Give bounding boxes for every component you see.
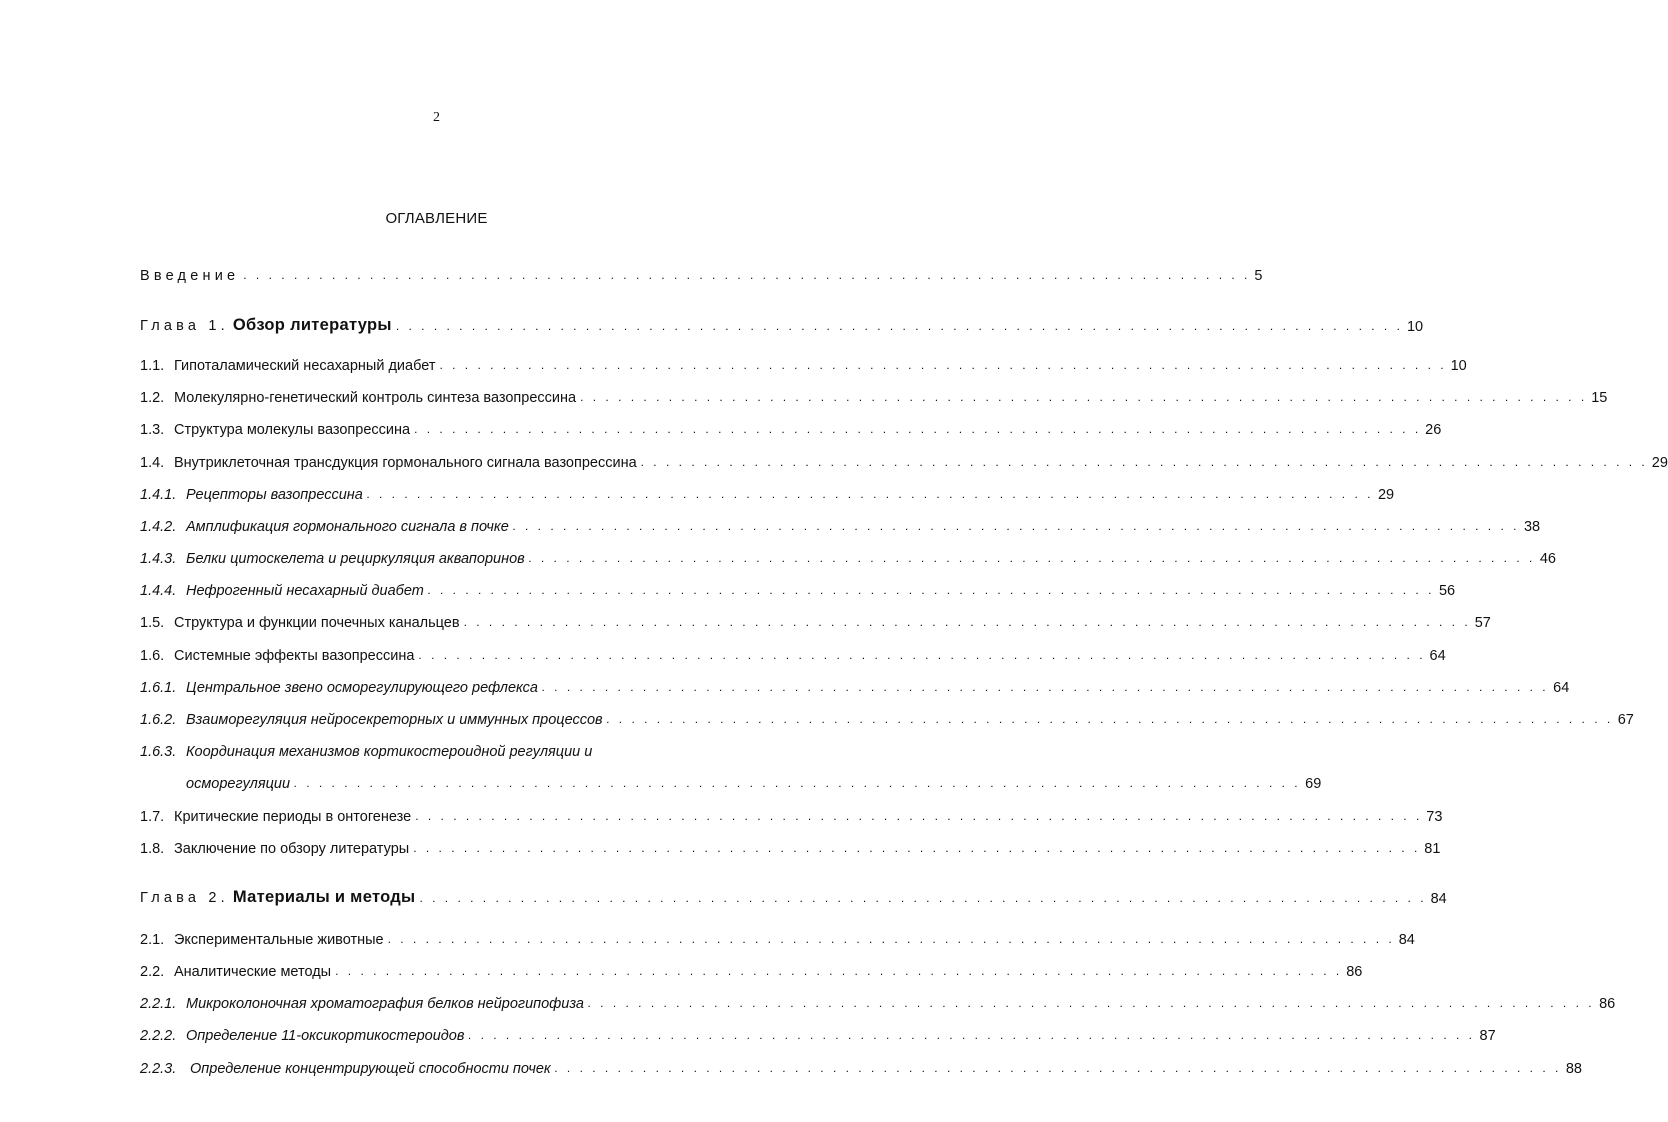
toc-entry-number: 1.6.1. xyxy=(140,680,177,696)
toc-entry-label: Введение xyxy=(140,268,240,284)
toc-entry[interactable] xyxy=(140,674,1570,696)
leader-dots: . . . . . . . . . . . . . . . . . . . . . . . . . . . . . . . . . . . . . . . . . . . . . . . . . . . . . . . . . . . . . . . . . . . . . . . . . . . . . . . . xyxy=(528,551,1536,565)
leader-dots: . . . . . . . . . . . . . . . . . . . . . . . . . . . . . . . . . . . . . . . . . . . . . . . . . . . . . . . . . . . . . . . . . . . . . . . . . . . . . . . . xyxy=(439,358,1447,372)
toc-entry-text: Нефрогенный несахарный диабет xyxy=(186,583,424,599)
toc-entry[interactable] xyxy=(140,481,1395,503)
chapter-label: Глава 2. xyxy=(140,890,229,906)
toc-entry-page: 29 xyxy=(1651,455,1668,471)
toc-entry-text: Амплификация гормонального сигнала в почке xyxy=(186,519,509,535)
leader-dots: . . . . . . . . . . . . . . . . . . . . . . . . . . . . . . . . . . . . . . . . . . . . . . . . . . . . . . . . . . . . . . . . . . . . . . . . . . . . . . . . xyxy=(335,964,1343,978)
toc-entry[interactable] xyxy=(140,609,1491,631)
toc-entry-page: 87 xyxy=(1479,1028,1496,1044)
toc-entry-number: 1.6.2. xyxy=(140,712,177,728)
toc-entry-page: 26 xyxy=(1425,422,1442,438)
toc-entry-text: Аналитические методы xyxy=(174,964,332,980)
leader-dots: . . . . . . . . . . . . . . . . . . . . . . . . . . . . . . . . . . . . . . . . . . . . . . . . . . . . . . . . . . . . . . . . . . . . . . . . . . . . . . . . xyxy=(413,841,1421,855)
leader-dots: . . . . . . . . . . . . . . . . . . . . . . . . . . . . . . . . . . . . . . . . . . . . . . . . . . . . . . . . . . . . . . . . . . . . . . . . . . . . . . . . xyxy=(554,1061,1562,1075)
toc-entry-page: 64 xyxy=(1429,648,1446,664)
toc-entry[interactable] xyxy=(140,706,1634,728)
leader-dots: . . . . . . . . . . . . . . . . . . . . . . . . . . . . . . . . . . . . . . . . . . . . . . . . . . . . . . . . . . . . . . . . . . . . . . . . . . . . . . . . xyxy=(414,422,1422,436)
leader-dots: . . . . . . . . . . . . . . . . . . . . . . . . . . . . . . . . . . . . . . . . . . . . . . . . . . . . . . . . . . . . . . . . . . . . . . . . . . . . . . . . xyxy=(427,583,1435,597)
leader-dots: . . . . . . . . . . . . . . . . . . . . . . . . . . . . . . . . . . . . . . . . . . . . . . . . . . . . . . . . . . . . . . . . . . . . . . . . . . . . . . . . xyxy=(640,455,1648,469)
toc-entry-text: Белки цитоскелета и рециркуляция аквапоринов xyxy=(186,551,525,567)
toc-entry-page: 64 xyxy=(1553,680,1570,696)
toc-entry[interactable] xyxy=(140,352,1467,374)
toc-entry-number: 1.7. xyxy=(140,809,165,825)
toc-entry-chapter-2[interactable] xyxy=(140,885,1447,907)
toc-entry-number: 2.2.3. xyxy=(140,1061,177,1077)
toc-entry[interactable] xyxy=(140,1055,1582,1077)
toc-entry-text: Определение концентрирующей способности почек xyxy=(190,1061,551,1077)
toc-entry-page: 46 xyxy=(1539,551,1556,567)
toc-entry-page: 67 xyxy=(1617,712,1634,728)
toc-entry-number: 2.2. xyxy=(140,964,165,980)
toc-entry-number: 1.4.3. xyxy=(140,551,177,567)
toc-entry-text: Системные эффекты вазопрессина xyxy=(174,648,415,664)
leader-dots: . . . . . . . . . . . . . . . . . . . . . . . . . . . . . . . . . . . . . . . . . . . . . . . . . . . . . . . . . . . . . . . . . . . . . . . . . . . . . . . . xyxy=(606,712,1614,726)
toc-entry-number: 1.1. xyxy=(140,358,165,374)
toc-entry-page: 56 xyxy=(1438,583,1456,599)
toc-entry-continuation[interactable] xyxy=(140,770,1322,792)
toc-entry-page: 29 xyxy=(1377,487,1395,503)
toc-entry-number: 1.6.3. xyxy=(140,744,177,760)
toc-entry-page: 81 xyxy=(1424,841,1441,857)
toc-entry-page: 84 xyxy=(1430,891,1447,907)
toc-entry-chapter-1[interactable] xyxy=(140,313,1424,335)
toc-entry-number: 1.4. xyxy=(140,455,165,471)
leader-dots: . . . . . . . . . . . . . . . . . . . . . . . . . . . . . . . . . . . . . . . . . . . . . . . . . . . . . . . . . . . . . . . . . . . . . . . . . . . . . . . . xyxy=(366,487,1374,501)
toc-entry[interactable] xyxy=(140,642,1446,664)
toc-entry[interactable] xyxy=(140,545,1556,567)
toc-entry-text: Экспериментальные животные xyxy=(174,932,384,948)
toc-entry-page: 84 xyxy=(1398,932,1415,948)
toc-entry-number: 1.3. xyxy=(140,422,165,438)
leader-dots: . . . . . . . . . . . . . . . . . . . . . . . . . . . . . . . . . . . . . . . . . . . . . . . . . . . . . . . . . . . . . . . . . . . . . . . . . . . . . . . . xyxy=(512,519,1520,533)
leader-dots: . . . . . . . . . . . . . . . . . . . . . . . . . . . . . . . . . . . . . . . . . . . . . . . . . . . . . . . . . . . . . . . . . . . . . . . . . . . . . . . . xyxy=(463,615,1471,629)
toc-entry[interactable] xyxy=(140,926,1415,948)
toc-entry-text: Структура молекулы вазопрессина xyxy=(174,422,411,438)
toc-entry-page: 10 xyxy=(1406,319,1424,335)
toc-entry-text: Центральное звено осморегулирующего рефлекса xyxy=(186,680,539,696)
leader-dots: . . . . . . . . . . . . . . . . . . . . . . . . . . . . . . . . . . . . . . . . . . . . . . . . . . . . . . . . . . . . . . . . . . . . . . . . . . . . . . . . xyxy=(580,390,1588,404)
toc-entry-number: 1.8. xyxy=(140,841,165,857)
toc-entry[interactable] xyxy=(140,577,1456,599)
toc-entry[interactable] xyxy=(140,990,1616,1012)
toc-entry-number: 2.1. xyxy=(140,932,165,948)
leader-dots: . . . . . . . . . . . . . . . . . . . . . . . . . . . . . . . . . . . . . . . . . . . . . . . . . . . . . . . . . . . . . . . . . . . . . . . . . . . . . . . . xyxy=(395,319,1403,333)
toc-entry-text: Критические периоды в онтогенезе xyxy=(174,809,412,825)
toc-entry-page: 57 xyxy=(1474,615,1491,631)
toc-entry-label xyxy=(140,316,392,335)
toc-entry-text: Рецепторы вазопрессина xyxy=(186,487,363,503)
toc-entry-text: осморегуляции xyxy=(186,776,291,792)
toc-entry-text: Структура и функции почечных канальцев xyxy=(174,615,460,631)
toc-entry-intro[interactable] xyxy=(140,262,1263,284)
leader-dots: . . . . . . . . . . . . . . . . . . . . . . . . . . . . . . . . . . . . . . . . . . . . . . . . . . . . . . . . . . . . . . . . . . . . . . . . . . . . . . . . xyxy=(419,891,1427,905)
toc-entry-text: Заключение по обзору литературы xyxy=(174,841,410,857)
toc-entry-page: 86 xyxy=(1346,964,1363,980)
toc-entry-text: Определение 11-оксикортикостероидов xyxy=(186,1028,465,1044)
toc-entry[interactable] xyxy=(140,416,1442,438)
leader-dots: . . . . . . . . . . . . . . . . . . . . . . . . . . . . . . . . . . . . . . . . . . . . . . . . . . . . . . . . . . . . . . . . . . . . . . . . . . . . . . . . xyxy=(294,776,1302,790)
toc-entry[interactable] xyxy=(140,449,1668,471)
toc-entry-page: 10 xyxy=(1450,358,1467,374)
toc-entry-text: Внутриклеточная трансдукция гормонального сигнала вазопрессина xyxy=(174,455,637,471)
leader-dots: . . . . . . . . . . . . . . . . . . . . . . . . . . . . . . . . . . . . . . . . . . . . . . . . . . . . . . . . . . . . . . . . . . . . . . . . . . . . . . . . xyxy=(468,1028,1476,1042)
leader-dots: . . . . . . . . . . . . . . . . . . . . . . . . . . . . . . . . . . . . . . . . . . . . . . . . . . . . . . . . . . . . . . . . . . . . . . . . . . . . . . . . xyxy=(542,680,1550,694)
toc-entry-text: Координация механизмов кортикостероидной регуляции и xyxy=(186,744,593,760)
toc-entry-number: 1.4.2. xyxy=(140,519,177,535)
toc-entry-page: 5 xyxy=(1254,268,1263,284)
toc-entry-page: 15 xyxy=(1591,390,1608,406)
toc-entry-number: 1.2. xyxy=(140,390,165,406)
leader-dots: . . . . . . . . . . . . . . . . . . . . . . . . . . . . . . . . . . . . . . . . . . . . . . . . . . . . . . . . . . . . . . . . . . . . . . . . . . . . . . . . xyxy=(418,648,1426,662)
leader-dots: . . . . . . . . . . . . . . . . . . . . . . . . . . . . . . . . . . . . . . . . . . . . . . . . . . . . . . . . . . . . . . . . . . . . . . . . . . . . . . . . xyxy=(588,996,1596,1010)
page-number: 2 xyxy=(433,110,440,125)
leader-dots: . . . . . . . . . . . . . . . . . . . . . . . . . . . . . . . . . . . . . . . . . . . . . . . . . . . . . . . . . . . . . . . . . . . . . . . . . . . . . . . . xyxy=(243,268,1251,282)
toc-entry[interactable] xyxy=(140,384,1608,406)
toc-entry-label xyxy=(140,888,415,907)
toc-entry[interactable] xyxy=(140,835,1441,857)
toc-entry-page: 38 xyxy=(1523,519,1541,535)
toc-entry-text: Молекулярно-генетический контроль синтеза вазопрессина xyxy=(174,390,577,406)
toc-entry-page: 69 xyxy=(1305,776,1322,792)
leader-dots: . . . . . . . . . . . . . . . . . . . . . . . . . . . . . . . . . . . . . . . . . . . . . . . . . . . . . . . . . . . . . . . . . . . . . . . . . . . . . . . . xyxy=(415,809,1423,823)
chapter-name: Материалы и методы xyxy=(232,888,416,906)
toc-entry-page: 86 xyxy=(1599,996,1616,1012)
toc-entry[interactable] xyxy=(140,1022,1496,1044)
chapter-label: Глава 1. xyxy=(140,318,229,334)
leader-dots: . . . . . . . . . . . . . . . . . . . . . . . . . . . . . . . . . . . . . . . . . . . . . . . . . . . . . . . . . . . . . . . . . . . . . . . . . . . . . . . . xyxy=(387,932,1395,946)
toc-entry-page: 73 xyxy=(1426,809,1443,825)
toc-entry[interactable] xyxy=(140,738,736,760)
page-title: ОГЛАВЛЕНИЕ xyxy=(385,210,488,227)
toc-entry-text: Взаиморегуляция нейросекреторных и иммунных процессов xyxy=(186,712,603,728)
toc-entry[interactable] xyxy=(140,958,1363,980)
toc-entry[interactable] xyxy=(140,513,1541,535)
toc-entry-text: Гипоталамический несахарный диабет xyxy=(174,358,436,374)
toc-entry-number: 1.5. xyxy=(140,615,165,631)
chapter-name: Обзор литературы xyxy=(232,316,392,334)
toc-entry-number: 2.2.1. xyxy=(140,996,177,1012)
toc-entry-page: 88 xyxy=(1565,1061,1582,1077)
toc-entry-number: 1.6. xyxy=(140,648,165,664)
toc-entry-number: 1.4.1. xyxy=(140,487,177,503)
toc-entry-text: Микроколоночная хроматография белков нейрогипофиза xyxy=(186,996,584,1012)
toc-entry[interactable] xyxy=(140,803,1443,825)
toc-entry-number: 1.4.4. xyxy=(140,583,177,599)
toc-entry-number: 2.2.2. xyxy=(140,1028,177,1044)
